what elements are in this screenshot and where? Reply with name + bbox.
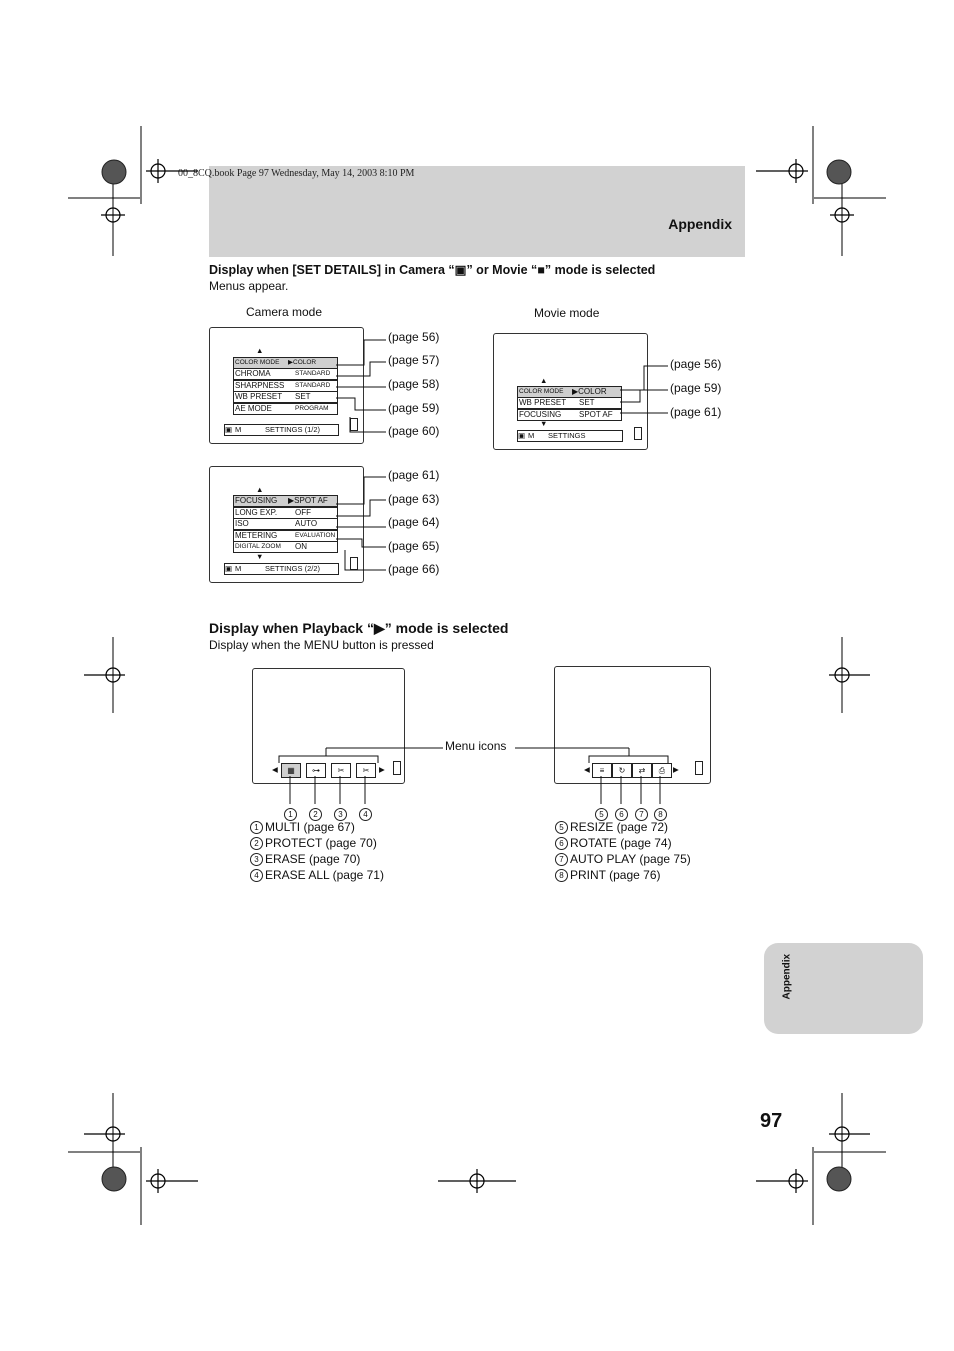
- callout-number: 4: [359, 808, 372, 821]
- legend-item: ROTATE (page 74): [570, 836, 672, 850]
- menu-row: AE MODE PROGRAM: [233, 403, 338, 415]
- camera-icon: ▣: [225, 425, 233, 434]
- page-ref: (page 61): [388, 468, 440, 482]
- camera-settings-screen-2: [209, 466, 364, 583]
- camera-settings-screen-1: [209, 327, 364, 444]
- page-ref: (page 60): [388, 424, 440, 438]
- settings-footer: ▣ M SETTINGS: [517, 430, 623, 442]
- header-band: [209, 166, 745, 257]
- legend-item: PROTECT (page 70): [265, 836, 377, 850]
- battery-icon: [350, 418, 358, 431]
- settings-footer: ▣ M SETTINGS (1/2): [224, 424, 339, 436]
- page-ref: (page 66): [388, 562, 440, 576]
- movie-settings-screen: [493, 333, 648, 450]
- legend-item: RESIZE (page 72): [570, 820, 669, 834]
- menu-row: LONG EXP. OFF: [233, 507, 338, 519]
- section-title: Appendix: [668, 216, 732, 232]
- scroll-down-icon: ▼: [256, 552, 264, 561]
- legend-item: ERASE ALL (page 71): [265, 868, 384, 882]
- page-ref: (page 65): [388, 539, 440, 553]
- set-details-heading: Display when [SET DETAILS] in Camera “▣” or Movie “■” mode is selected: [209, 263, 656, 277]
- menu-icons-label: Menu icons: [445, 739, 507, 753]
- legend-item: ERASE (page 70): [265, 852, 361, 866]
- menu-row: WB PRESET SET: [517, 397, 622, 409]
- callout-number: 6: [615, 808, 628, 821]
- scroll-down-icon: ▼: [540, 419, 548, 428]
- playback-screen-right: [554, 666, 711, 784]
- arrow-left-icon: ◀: [272, 765, 278, 774]
- playback-screen-left: [252, 668, 405, 784]
- auto-play-icon: ⇄: [632, 763, 652, 778]
- page-ref: (page 59): [670, 381, 722, 395]
- movie-camera-icon: ▣: [518, 431, 526, 440]
- menu-row: ISO AUTO: [233, 518, 338, 530]
- page-ref: (page 57): [388, 353, 440, 367]
- menu-row: METERING EVALUATION: [233, 530, 338, 542]
- camera-icon: ▣: [225, 564, 233, 573]
- settings-footer: ▣ M SETTINGS (2/2): [224, 563, 339, 575]
- set-details-subtext: Menus appear.: [209, 279, 289, 293]
- callout-number: 3: [334, 808, 347, 821]
- page-ref: (page 61): [670, 405, 722, 419]
- legend-item: AUTO PLAY (page 75): [570, 852, 691, 866]
- legend-right: 5 RESIZE (page 72) 6 ROTATE (page 74) 7 AUTO PLAY (page 75) 8 PRINT (page 76): [555, 819, 691, 883]
- page-number: 97: [760, 1110, 783, 1132]
- page-ref: (page 58): [388, 377, 440, 391]
- erase-all-icon: ✂: [356, 763, 376, 778]
- protect-icon: ⊶: [306, 763, 326, 778]
- menu-row: COLOR MODE ▶COLOR: [233, 357, 338, 369]
- menu-row: CHROMA STANDARD: [233, 368, 338, 380]
- page-ref: (page 64): [388, 515, 440, 529]
- callout-number: 7: [635, 808, 648, 821]
- page-ref: (page 59): [388, 401, 440, 415]
- resize-icon: ≡: [592, 763, 612, 778]
- battery-icon: [634, 427, 642, 440]
- menu-row: FOCUSING SPOT AF: [517, 409, 622, 421]
- playback-heading: Display when Playback “▶” mode is selected: [209, 620, 509, 636]
- callout-number: 1: [284, 808, 297, 821]
- camera-mode-label: Camera mode: [246, 305, 323, 319]
- menu-row: DIGITAL ZOOM ON: [233, 541, 338, 553]
- menu-row: COLOR MODE ▶COLOR: [517, 386, 622, 398]
- arrow-left-icon: ◀: [584, 765, 590, 774]
- menu-row: WB PRESET SET: [233, 391, 338, 403]
- page-ref: (page 56): [388, 330, 440, 344]
- playback-subtext: Display when the MENU button is pressed: [209, 638, 434, 652]
- legend-item: PRINT (page 76): [570, 868, 661, 882]
- multi-icon: ▦: [281, 763, 301, 778]
- menu-row: FOCUSING ▶SPOT AF: [233, 495, 338, 507]
- legend-item: MULTI (page 67): [265, 820, 355, 834]
- print-icon: ⎙: [652, 763, 672, 778]
- movie-mode-label: Movie mode: [534, 306, 600, 320]
- callout-number: 5: [595, 808, 608, 821]
- rotate-icon: ↻: [612, 763, 632, 778]
- page-ref: (page 63): [388, 492, 440, 506]
- scroll-up-icon: ▲: [256, 485, 264, 494]
- callout-number: 2: [309, 808, 322, 821]
- battery-icon: [695, 761, 703, 775]
- book-info: 00_8CQ.book Page 97 Wednesday, May 14, 2003 8:10 PM: [178, 168, 415, 179]
- arrow-right-icon: ▶: [673, 765, 679, 774]
- legend-left: 1 MULTI (page 67) 2 PROTECT (page 70) 3 ERASE (page 70) 4 ERASE ALL (page 71): [250, 819, 384, 883]
- battery-icon: [393, 761, 401, 775]
- menu-row: SHARPNESS STANDARD: [233, 380, 338, 392]
- page-ref: (page 56): [670, 357, 722, 371]
- scroll-up-icon: ▲: [256, 346, 264, 355]
- erase-icon: ✂: [331, 763, 351, 778]
- arrow-right-icon: ▶: [379, 765, 385, 774]
- scroll-up-icon: ▲: [540, 376, 548, 385]
- side-tab-label: Appendix: [781, 953, 793, 1000]
- battery-icon: [350, 557, 358, 570]
- callout-number: 8: [654, 808, 667, 821]
